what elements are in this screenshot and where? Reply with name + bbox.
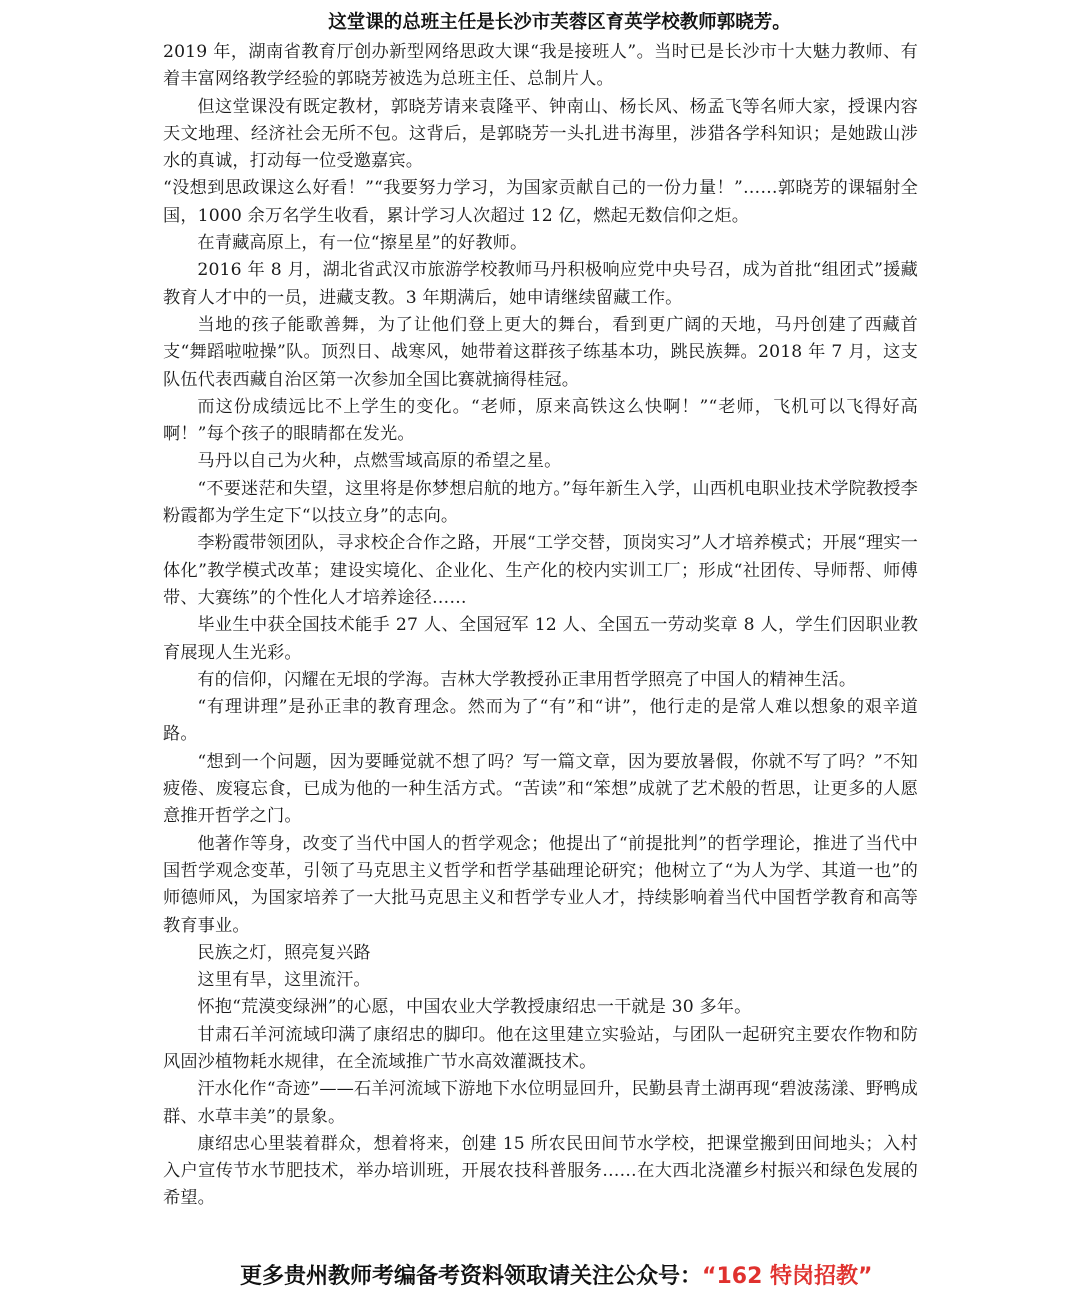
paragraph: 康绍忠心里装着群众，想着将来，创建 15 所农民田间节水学校，把课堂搬到田间地头；入村入户宣传节水节肥技术，举办培训班，开展农技科普服务……在大西北浇灌乡村振兴和绿色发展的希望。	[163, 1133, 918, 1209]
paragraph: 当地的孩子能歌善舞，为了让他们登上更大的舞台，看到更广阔的天地，马丹创建了西藏首支“舞蹈啦啦操”队。顶烈日、战寒风，她带着这群孩子练基本功，跳民族舞。2018 年 7 月，这支队伍代表西藏自治区第一次参加全国比赛就摘得桂冠。	[163, 314, 918, 390]
footer-prefix: 更多贵州教师考编备考资料领取请关注公众号：	[240, 1264, 703, 1289]
paragraph: 2016 年 8 月，湖北省武汉市旅游学校教师马丹积极响应党中央号召，成为首批“组团式”援藏教育人才中的一员，进藏支教。3 年期满后，她申请继续留藏工作。	[163, 260, 918, 308]
paragraph: 有的信仰，闪耀在无垠的学海。吉林大学教授孙正聿用哲学照亮了中国人的精神生活。	[197, 669, 857, 690]
paragraph: “不要迷茫和失望，这里将是你梦想启航的地方。”每年新生入学，山西机电职业技术学院教授李粉霞都为学生定下“以技立身”的志向。	[163, 478, 918, 527]
paragraph: 马丹以自己为火种，点燃雪域高原的希望之星。	[197, 451, 562, 472]
article	[163, 10, 918, 1213]
paragraph: 李粉霞带领团队，寻求校企合作之路，开展“工学交替，顶岗实习”人才培养模式；开展“理实一体化”教学模式改革；建设实境化、企业化、生产化的校内实训工厂；形成“社团传、导师帮、师傅带、大赛练”的个性化人才培养途径……	[163, 533, 918, 608]
paragraph: 他著作等身，改变了当代中国人的哲学观念；他提出了“前提批判”的哲学理论，推进了当代中国哲学观念变革，引领了马克思主义哲学和哲学基础理论研究；他树立了“为人为学、其道一也”的师德师风，为国家培养了一大批马克思主义和哲学专业人才，持续影响着当代中国哲学教育和高等教育事业。	[163, 833, 918, 936]
footer-account-name: “162 特岗招教”	[702, 1264, 873, 1289]
paragraph: 而这份成绩远比不上学生的变化。“老师，原来高铁这么快啊！”“老师，飞机可以飞得好高啊！”每个孩子的眼睛都在发光。	[163, 396, 918, 445]
paragraph: 在青藏高原上，有一位“擦星星”的好教师。	[197, 233, 528, 254]
paragraph: 甘肃石羊河流域印满了康绍忠的脚印。他在这里建立实验站，与团队一起研究主要农作物和防风固沙植物耗水规律，在全流域推广节水高效灌溉技术。	[163, 1024, 918, 1072]
paragraph: 2019 年，湖南省教育厅创办新型网络思政大课“我是接班人”。当时已是长沙市十大魅力教师、有着丰富网络教学经验的郭晓芳被选为总班主任、总制片人。	[163, 42, 918, 90]
paragraph: 但这堂课没有既定教材，郭晓芳请来袁隆平、钟南山、杨长风、杨孟飞等名师大家，授课内容天文地理、经济社会无所不包。这背后，是郭晓芳一头扎进书海里，涉猎各学科知识；是她跋山涉水的真诚，打动每一位受邀嘉宾。	[163, 96, 918, 172]
paragraph: 汗水化作“奇迹”——石羊河流域下游地下水位明显回升，民勤县青土湖再现“碧波荡漾、野鸭成群、水草丰美”的景象。	[163, 1079, 918, 1127]
paragraph: “没想到思政课这么好看！”“我要努力学习，为国家贡献自己的一份力量！”……郭晓芳的课辐射全国，1000 余万名学生收看，累计学习人次超过 12 亿，燃起无数信仰之炬。	[163, 178, 918, 226]
paragraph: 毕业生中获全国技术能手 27 人、全国冠军 12 人、全国五一劳动奖章 8 人，学生们因职业教育展现人生光彩。	[163, 615, 918, 663]
paragraph: 怀抱“荒漠变绿洲”的心愿，中国农业大学教授康绍忠一干就是 30 多年。	[197, 997, 752, 1018]
paragraph: “想到一个问题，因为要睡觉就不想了吗？写一篇文章，因为要放暑假，你就不写了吗？”不知疲倦、废寝忘食，已成为他的一种生活方式。“苦读”和“笨想”成就了艺术般的哲思，让更多的人愿意推开哲学之门。	[163, 751, 918, 827]
paragraph: 这里有旱，这里流汗。	[197, 970, 371, 991]
footer-promo	[240, 1262, 873, 1292]
paragraph: “有理讲理”是孙正聿的教育理念。然而为了“有”和“讲”，他行走的是常人难以想象的艰辛道路。	[163, 697, 918, 745]
section-heading: 民族之灯，照亮复兴路	[197, 942, 371, 963]
article-title: 这堂课的总班主任是长沙市芙蓉区育英学校教师郭晓芳。	[328, 12, 791, 33]
article-body	[163, 39, 918, 1213]
